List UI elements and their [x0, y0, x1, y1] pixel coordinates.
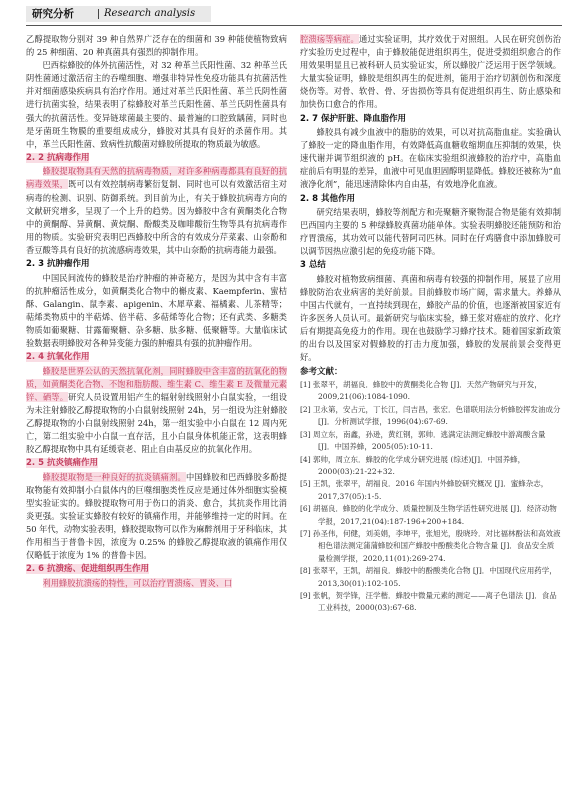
reference-item: [9] 张帆，贺学锋，汪学楷．蜂胶中微量元素的测定——离子色谱法 [J]．食品工业科技，2000(03):67-68.: [300, 590, 557, 613]
column-label-en: Research analysis: [104, 8, 196, 19]
reference-item: [6] 胡福良．蜂胶的化学成分、质量控制及生物学活性研究进展 [J]．经济动物学报，2017,21(04):187-196+200+184.: [300, 504, 557, 526]
highlighted-text: 蜂胶是世界公认的天然抗氧化剂，同时蜂胶中含丰富的抗氧化的物质，如黄酮类化合物、不饱和脂肪酸、维生素 C、维生素 E 及微量元素锌、硒等。: [26, 365, 287, 402]
reference-item: [7] 孙圣伟，何健，刘美娟，李坤平，张旭光，殷晓玲．对比福林酚法和高效液相色谱法测定蒲蒲蜂胶和国产蜂胶中酚酸类化合物含量 [J]．食品安全质量检测学报，2020,11(01):269-274.: [300, 528, 561, 563]
column-label: 研究分析: [32, 8, 74, 20]
left-column: [26, 33, 287, 590]
highlighted-text: 蜂胶提取物是一种良好的抗炎镇痛剂。: [42, 471, 186, 482]
section-heading: 2. 5 抗炎镇痛作用: [26, 458, 98, 469]
paragraph: 蜂胶具有减少血液中的脂肪的效果，可以对抗高脂血症。实验确认了蜂胶一定的降血脂作用，有效降低高血糖收缩期血压抑制的效果，快速代谢并调节组织液的 pH。在临床实验组织液蜂胶的治疗中，高脂血症前后有明显的差异，血液中可见血胆固醇明显降低。蜂胶还被称为“血液净化剂”，能迅速清除体内自由基，有效地净化血液。: [300, 127, 561, 190]
section-heading: 3 总结: [300, 260, 326, 271]
reference-item: [3] 周立东，南鑫，孙逊，黄红钢，郭帅．逃满定法测定蜂胶中游离酸含量 [J]．中国养蜂，2005(05):10-11.: [300, 429, 546, 452]
reference-item: [8] 张翠平，王凯，胡福良．蜂胶中的酚酸类化合物 [J]．中国现代应用药学，2013,30(01):102-105.: [300, 566, 557, 588]
paragraph: 腔溃疡等病症。通过实验证明，其疗效优于对照组。人民在研究创伤治疗实验历史过程中，由于蜂胶能促进组织再生，促进受损组织愈合的作用效果明显且已被科研人员实验证实，所以蜂胶广泛运用于医学领域。大量实验证明，蜂胶是组织再生的促进剂，能用于治疗切割创伤和深度烧伤等。对骨、软骨、骨、牙齿损伤等具有促进组织再生、防止感染和加快伤口愈合的作用。: [300, 34, 562, 110]
header-rule: [26, 25, 562, 26]
paragraph: 蜂胶提取物具有天然的抗病毒物质，对许多种病毒都具有良好的抗病毒效果，既可以有效控制病毒繁衍复制、同时也可以有效激活宿主对病毒的检测、识别、防御系统。到目前为止，有关于蜂胶抗病毒方向的文献研究增多，呈现了一个上升的趋势。因为蜂胶中含有黄酮类化合物中的黄酮醇、异黄酮、黄烷酮、酚酸类及咖啡酸衍生物等具有抗病毒作用的物质。实验研究表明巴西蜂胶中所含的有效成分芹菜素、山奈酚和香豆酸等具有良好的抗流感病毒效果，其中山奈酚的抗病毒能力最强。: [26, 166, 288, 255]
section-heading: 2. 7 保护肝脏、降血脂作用: [300, 113, 406, 124]
reference-item: [4] 郭帅，周立东．蜂胶的化学成分研究进展 (综述)[J]．中国养蜂，2000(03):21-22+32.: [300, 454, 526, 476]
section-heading: 2. 8 其他作用: [300, 193, 355, 204]
paragraph: 蜂胶是世界公认的天然抗氧化剂，同时蜂胶中含丰富的抗氧化的物质，如黄酮类化合物、不饱和脂肪酸、维生素 C、维生素 E 及微量元素锌、硒等。研究人员设置用铝产生的辐射射线照射小白鼠实验，一组设为未注射蜂胶乙醇提取物的小白鼠射线照射 24h，另一组设为注射蜂胶乙醇提取物的小白鼠射线照射 24h，第一组实验中小白鼠在 12 周内死亡，第二组实验中小白鼠一直存活，且小白鼠身体机能正常，这表明蜂胶乙醇提取物中具有延缓衰老、阻止自由基反应的抗氧化作用。: [26, 365, 288, 455]
paragraph: 研究结果表明，蜂胶等剂配方和壳聚糖齐聚物混合物是能有效抑制巴西国内主要的 5 种绿蜂胶真菌功能单体。实验表明蜂胶还能预防和治疗胃溃疡，其功效可以能代替阿司匹林。同时在仔鸡膳食中添加蜂胶可以调节因热应激引起的免疫功能下降。: [300, 207, 561, 257]
section-heading: 2. 3 抗肿瘤作用: [26, 259, 90, 269]
reference-item: [5] 王凯，张翠平，胡福良．2016 年国内外蜂胶研究概况 [J]．蜜蜂杂志，2017,37(05):1-5.: [300, 479, 549, 501]
reference-item: [2] 卫永第，安占元，丁长江，闫吉昌，张宏．色谱联用法分析蜂胶挥发油成分 [J]．分析测试学报，1996(04):67-69.: [300, 404, 561, 427]
paragraph: 蜂胶对植物致病细菌、真菌和病毒有较强的抑制作用，展显了应用蜂胶防治农业病害的美好前景。目前蜂胶市场广阔，需求量大。养蜂从中国古代就有，一直持续到现在，蜂胶产品的价值，也逐渐被国家近有许多医务人员认可。最新研究与临床实验，蜂王浆对癌症的放疗、化疗后有期提高免疫力的作用。现在也鼓励学习蜂疗技术。随着国家新政策的出台以及国家对假蜂胶的打击力度加强，蜂胶的发展前景会变得更好。: [300, 273, 561, 363]
paragraph: 乙醇提取物分别对 39 种自然界广泛存在的细菌和 39 种能使植物致病的 25 种细菌、20 种真菌具有强烈的抑制作用。: [26, 34, 287, 58]
page-header: [0, 0, 588, 26]
paragraph: 蜂胶提取物是一种良好的抗炎镇痛剂。中国蜂胶和巴西蜂胶多酚提取物能有效抑制小白鼠体内的巨噬细胞类性反应是通过体外细胞实验模型实验证实的。蜂胶提取物可用于伤口的消炎、愈合，其抗炎作用比消炎更强。实验证实蜂胶有较好的镇痛作用，并能够维持一定的时间。在 50 年代，动物实验表明，蜂胶提取物可以作为麻醉剂用于牙科临床，其作用相当于普鲁卡因，浓度为 0.25% 的蜂胶乙醇提取液的镇痛作用仅仅略低于浓度为 1% 的普鲁卡因。: [26, 471, 287, 561]
references-heading: 参考文献：: [300, 366, 343, 377]
highlighted-text: 蜂胶提取物具有天然的抗病毒物质，对许多种病毒都具有良好的抗病毒效果，: [26, 166, 287, 190]
header-separator: [98, 9, 99, 19]
section-heading: 2. 6 抗溃疡、促进组织再生作用: [26, 564, 149, 575]
paragraph: [26, 577, 287, 590]
paragraph: 巴西棕蜂胶的体外抗菌活性，对 32 种革兰氏阳性菌、32 种革兰氏阴性菌通过激活宿主的吞噬细胞、增强非特异性免疫功能具有抗菌活性并对细菌感染疾病具有治疗作用。通过对革兰氏阳性菌、革兰氏阴性菌进行抗菌实验，结果表明了棕蜂胶对革兰氏阳性菌、革兰氏阴性菌具有强大的抗菌活性。变异链球菌最主要的、最普遍的口腔致龋菌，同时也是牙菌斑生物膜的重要组成成分，蜂胶对其具有良好的杀菌作用。其中，革兰氏阳性菌、致病性抗酸菌对蜂胶所提取的物质最为敏感。: [26, 60, 287, 149]
section-heading: 2. 2 抗病毒作用: [26, 152, 90, 163]
reference-item: [1] 张翠平，胡福良．蜂胶中的黄酮类化合物 [J]．天然产物研究与开发，2009,21(06):1084-1090.: [300, 380, 542, 402]
right-column: [300, 33, 561, 615]
highlighted-text: 利用蜂胶抗溃疡的特性，可以治疗胃溃疡、胃炎、口: [42, 577, 233, 588]
highlighted-text: 腔溃疡等病症。: [300, 34, 359, 44]
section-heading: 2. 4 抗氧化作用: [26, 352, 90, 363]
reference-list: [300, 379, 561, 615]
paragraph: 中国民间流传的蜂胶是治疗肿瘤的神奇秘方，是因为其中含有丰富的抗肿瘤活性成分，如黄酮类化合物中的槲皮素、Kaempferin、蜜桔酥、Galangin、鼠李素、apigenin、木犀草素、福橘素、儿茶精等；萜烯类物质中的半萜烯、倍半萜、多萜烯等化合物；还有武类、多糖类物质如葡聚糖、甘露葡聚糖、杂多糖、肽多糖、低聚糖等。大量临床试验数据表明蜂胶对各种异变能力强的肿瘤具有强的抗肿瘤作用。: [26, 272, 287, 348]
